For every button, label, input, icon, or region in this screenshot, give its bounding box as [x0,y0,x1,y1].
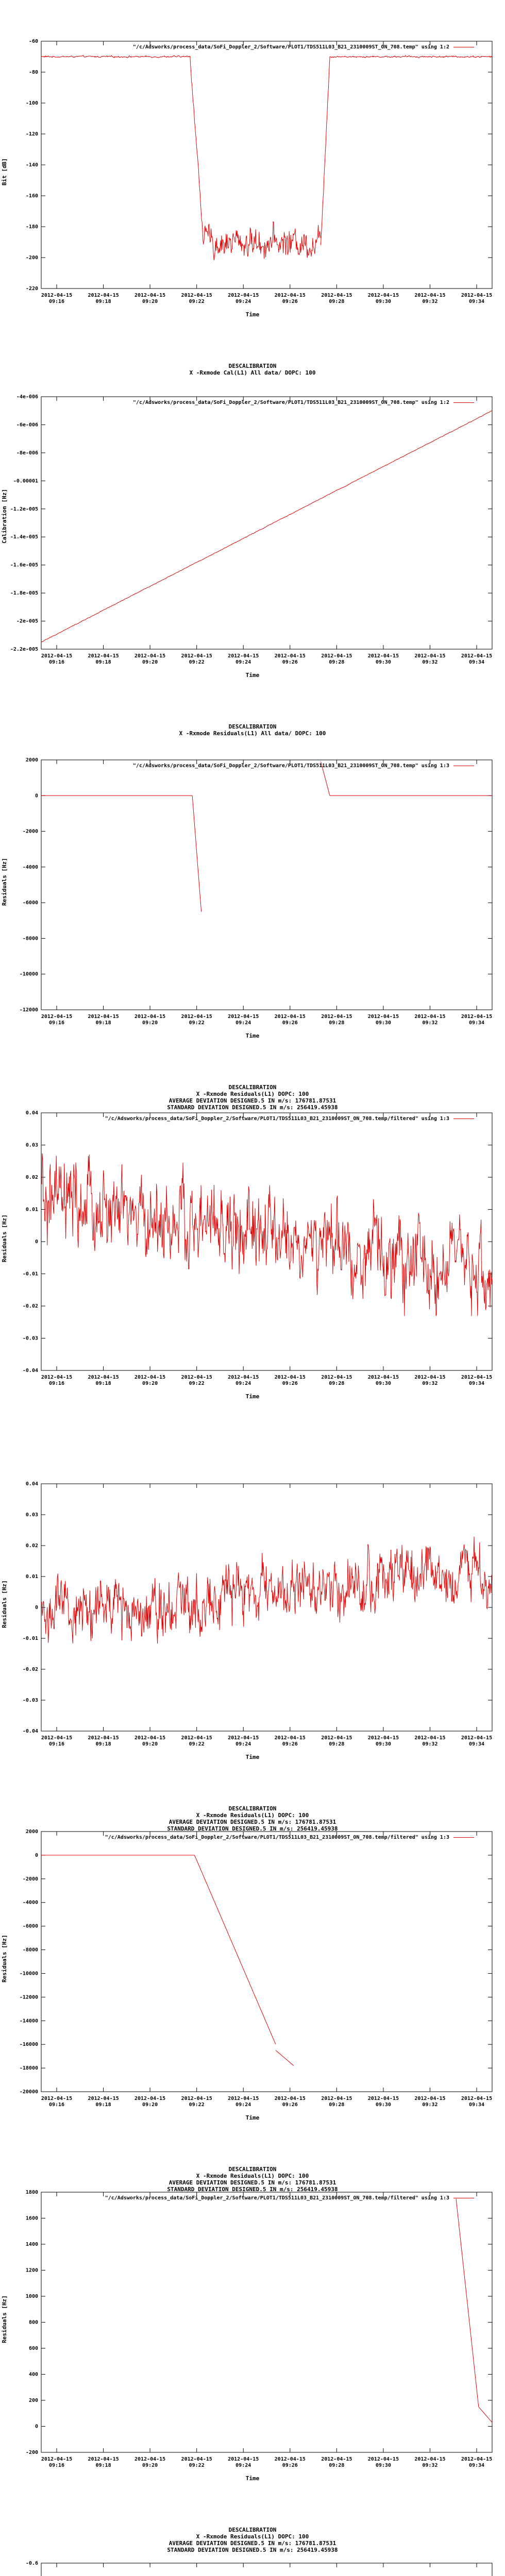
series-line [41,1537,492,1644]
chart-title-line: AVERAGE DEVIATION DESIGNED.5 IN m/s: 176781.87531 [169,2540,336,2547]
chart-panel-5 [0,1443,505,1803]
x-axis-label: Time [245,2114,260,2121]
y-tick-label: -120 [25,131,38,137]
y-tick-label: 600 [28,2346,38,2351]
x-tick-label: 2012-04-15 09:18 [88,293,119,304]
x-tick-label: 2012-04-15 09:28 [321,2096,352,2108]
y-tick-label: -200 [25,255,38,261]
chart-title-line: X -Rxmode Cal(L1) All data/ DOPC: 100 [189,369,316,376]
y-tick-label: -2000 [22,828,38,835]
x-tick-label: 2012-04-15 09:28 [321,1375,352,1386]
chart-title-line: STANDARD DEVIATION DESIGNED.5 IN m/s: 256419.45938 [167,1825,338,1832]
x-axis-label: Time [245,1754,260,1760]
y-tick-label: -6000 [22,900,38,906]
chart-plot-svg [0,1082,505,1443]
x-axis-label: Time [245,2475,260,2482]
y-axis-label: Residuals [Hz] [1,1580,8,1628]
y-tick-label: -0.00001 [13,478,38,484]
x-tick-label: 2012-04-15 09:20 [134,293,166,304]
x-tick-label: 2012-04-15 09:24 [228,1014,259,1026]
x-tick-label: 2012-04-15 09:22 [181,2456,212,2468]
y-tick-label: 0.03 [25,1142,38,1148]
chart-panel-3 [0,721,505,1082]
series-line [204,222,321,260]
x-tick-label: 2012-04-15 09:34 [461,1014,493,1026]
legend-label: "/c/Adsworks/process_data/SoFi_Doppler_2/Software/PLOT1/TDS511L03_B21_2310009ST_ON_708.temp" using 1:3 [132,763,449,769]
y-tick-label: -2e-005 [16,618,38,624]
x-tick-label: 2012-04-15 09:32 [414,1014,446,1026]
x-tick-label: 2012-04-15 09:24 [228,293,259,304]
chart-plot-svg [0,1443,505,1803]
y-tick-label: -200 [25,2450,38,2455]
x-tick-label: 2012-04-15 09:34 [461,1735,493,1747]
x-tick-label: 2012-04-15 09:34 [461,653,493,665]
x-tick-label: 2012-04-15 09:22 [181,1014,212,1026]
x-tick-label: 2012-04-15 09:18 [88,2456,119,2468]
series-line [456,2199,479,2407]
chart-panel-6 [0,1803,505,2164]
x-tick-label: 2012-04-15 09:22 [181,1735,212,1747]
x-tick-label: 2012-04-15 09:24 [228,2096,259,2108]
y-tick-label: 0.01 [25,1574,38,1580]
x-tick-label: 2012-04-15 09:30 [367,1735,399,1747]
y-tick-label: 0 [35,1852,38,1858]
y-tick-label: -0.04 [22,1728,38,1734]
x-tick-label: 2012-04-15 09:18 [88,1735,119,1747]
x-tick-label: 2012-04-15 09:20 [134,1014,166,1026]
series-line [321,762,330,796]
x-tick-label: 2012-04-15 09:28 [321,1735,352,1747]
x-tick-label: 2012-04-15 09:32 [414,1735,446,1747]
y-tick-label: -16000 [19,2042,38,2048]
y-axis-label: Residuals [Hz] [1,1934,8,1982]
y-tick-label: 1400 [25,2242,38,2247]
x-tick-label: 2012-04-15 09:20 [134,1735,166,1747]
series-line [190,56,204,245]
chart-title-line: STANDARD DEVIATION DESIGNED.5 IN m/s: 256419.45938 [167,1104,338,1111]
legend-label: "/c/Adsworks/process_data/SoFi_Doppler_2/Software/PLOT1/TDS511L03_B21_2310009ST_ON_708.temp" using 1:2 [132,44,449,50]
y-tick-label: -1.4e-005 [10,534,38,540]
x-tick-label: 2012-04-15 09:16 [41,1014,73,1026]
y-tick-label: -12000 [19,1994,38,2001]
x-tick-label: 2012-04-15 09:30 [367,1375,399,1386]
y-tick-label: -0.01 [22,1636,38,1641]
x-tick-label: 2012-04-15 09:32 [414,2456,446,2468]
x-tick-label: 2012-04-15 09:18 [88,1014,119,1026]
x-tick-label: 2012-04-15 09:20 [134,2096,166,2108]
series-line [276,2050,294,2066]
series-line [330,56,492,58]
y-tick-label: 0.04 [25,1110,38,1116]
chart-title-line: DESCALIBRATION [228,2166,277,2173]
series-line [479,2407,492,2422]
plot-frame [41,2563,492,2576]
chart-title-line: DESCALIBRATION [228,2527,277,2533]
x-tick-label: 2012-04-15 09:32 [414,2096,446,2108]
x-tick-label: 2012-04-15 09:24 [228,2456,259,2468]
y-tick-label: -60 [28,39,38,44]
y-tick-label: 0.04 [25,1481,38,1487]
x-tick-label: 2012-04-15 09:32 [414,1375,446,1386]
series-line [41,55,190,58]
x-tick-label: 2012-04-15 09:34 [461,2096,493,2108]
legend-label: "/c/Adsworks/process_data/SoFi_Doppler_2/Software/PLOT1/TDS511L03_B21_2310009ST_ON_708.temp/filtered" using 1:3 [105,1835,449,1840]
x-tick-label: 2012-04-15 09:22 [181,653,212,665]
chart-title-line: X -Rxmode Residuals(L1) All data/ DOPC: 100 [179,730,326,737]
series-line [41,411,492,642]
y-tick-label: 0.02 [25,1543,38,1549]
x-tick-label: 2012-04-15 09:28 [321,293,352,304]
x-tick-label: 2012-04-15 09:26 [274,2456,306,2468]
x-tick-label: 2012-04-15 09:22 [181,1375,212,1386]
y-tick-label: -1.2e-005 [10,506,38,512]
y-tick-label: -220 [25,286,38,292]
chart-title-line: DESCALIBRATION [228,363,277,369]
plot-frame [41,397,492,649]
y-tick-label: -4e-006 [16,394,38,400]
y-tick-label: -8e-006 [16,450,38,456]
x-tick-label: 2012-04-15 09:24 [228,653,259,665]
y-tick-label: 0 [35,1239,38,1245]
x-tick-label: 2012-04-15 09:24 [228,1375,259,1386]
y-tick-label: -1.6e-005 [10,562,38,568]
x-tick-label: 2012-04-15 09:34 [461,293,493,304]
y-axis-label: Bit [dB] [1,158,8,185]
x-axis-label: Time [245,672,260,679]
x-tick-label: 2012-04-15 09:30 [367,1014,399,1026]
y-tick-label: -180 [25,224,38,230]
y-tick-label: -0.03 [22,1335,38,1342]
y-tick-label: 0.02 [25,1175,38,1180]
series-line [195,1855,276,2044]
chart-panel-1 [0,0,505,361]
plot-frame [41,1484,492,1731]
x-tick-label: 2012-04-15 09:16 [41,2096,73,2108]
x-axis-label: Time [245,1393,260,1400]
chart-plot-svg [0,2524,505,2576]
chart-title-line: AVERAGE DEVIATION DESIGNED.5 IN m/s: 176781.87531 [169,1819,336,1825]
chart-title-line: X -Rxmode Residuals(L1) DOPC: 100 [196,1091,309,1097]
y-tick-label: 1200 [25,2267,38,2274]
y-tick-label: -1.8e-005 [10,590,38,597]
x-tick-label: 2012-04-15 09:16 [41,1375,73,1386]
y-tick-label: 0 [35,793,38,799]
x-tick-label: 2012-04-15 09:26 [274,653,306,665]
x-tick-label: 2012-04-15 09:34 [461,1375,493,1386]
chart-title-line: X -Rxmode Residuals(L1) DOPC: 100 [196,1812,309,1819]
x-tick-label: 2012-04-15 09:16 [41,653,73,665]
x-tick-label: 2012-04-15 09:20 [134,1375,166,1386]
x-tick-label: 2012-04-15 09:16 [41,2456,73,2468]
x-tick-label: 2012-04-15 09:26 [274,2096,306,2108]
y-tick-label: 400 [28,2371,38,2378]
chart-title-line: DESCALIBRATION [228,1805,277,1812]
y-tick-label: 1600 [25,2215,38,2222]
chart-plot-svg [0,0,505,361]
y-axis-label: Calibration [Hz] [1,489,8,544]
legend-label: "/c/Adsworks/process_data/SoFi_Doppler_2/Software/PLOT1/TDS511L03_B21_2310009ST_ON_708.temp" using 1:2 [132,400,449,405]
y-tick-label: -100 [25,100,38,106]
plot-frame [41,41,492,289]
x-axis-label: Time [245,1032,260,1039]
x-tick-label: 2012-04-15 09:28 [321,653,352,665]
y-tick-label: 200 [28,2398,38,2403]
chart-title-line: X -Rxmode Residuals(L1) DOPC: 100 [196,2173,309,2179]
x-tick-label: 2012-04-15 09:16 [41,1735,73,1747]
x-tick-label: 2012-04-15 09:16 [41,293,73,304]
chart-title-line: STANDARD DEVIATION DESIGNED.5 IN m/s: 256419.45938 [167,2547,338,2553]
chart-plot-svg [0,361,505,721]
x-tick-label: 2012-04-15 09:24 [228,1735,259,1747]
x-tick-label: 2012-04-15 09:18 [88,1375,119,1386]
y-tick-label: -0.02 [22,1667,38,1672]
y-axis-label: Residuals [Hz] [1,1214,8,1262]
chart-title-line: AVERAGE DEVIATION DESIGNED.5 IN m/s: 176781.87531 [169,2179,336,2186]
y-tick-label: -8000 [22,1947,38,1953]
y-tick-label: -10000 [19,971,38,977]
y-tick-label: 2000 [25,757,38,763]
series-line [41,1154,492,1316]
x-tick-label: 2012-04-15 09:26 [274,1375,306,1386]
x-tick-label: 2012-04-15 09:22 [181,2096,212,2108]
y-tick-label: -160 [25,193,38,199]
y-tick-label: -6000 [22,1923,38,1929]
y-axis-label: Residuals [Hz] [1,2295,8,2343]
x-tick-label: 2012-04-15 09:32 [414,293,446,304]
chart-title-line: X -Rxmode Residuals(L1) DOPC: 100 [196,2533,309,2540]
x-tick-label: 2012-04-15 09:22 [181,293,212,304]
y-axis-label: Residuals [Hz] [1,857,8,906]
y-tick-label: -4000 [22,1900,38,1906]
x-tick-label: 2012-04-15 09:26 [274,1735,306,1747]
x-tick-label: 2012-04-15 09:26 [274,293,306,304]
legend-label: "/c/Adsworks/process_data/SoFi_Doppler_2/Software/PLOT1/TDS511L03_B21_2310009ST_ON_708.temp/filtered" using 1:3 [105,2195,449,2201]
y-tick-label: -14000 [19,2018,38,2024]
x-tick-label: 2012-04-15 09:20 [134,653,166,665]
y-tick-label: -0.04 [22,1368,38,1374]
x-tick-label: 2012-04-15 09:30 [367,2096,399,2108]
y-tick-label: -0.01 [22,1271,38,1277]
x-tick-label: 2012-04-15 09:28 [321,1014,352,1026]
y-tick-label: 0 [35,1605,38,1611]
x-axis-label: Time [245,311,260,318]
x-tick-label: 2012-04-15 09:18 [88,653,119,665]
x-tick-label: 2012-04-15 09:30 [367,653,399,665]
series-line [192,795,201,911]
x-tick-label: 2012-04-15 09:30 [367,293,399,304]
chart-panel-2 [0,361,505,721]
y-tick-label: -10000 [19,1971,38,1977]
series-line [321,57,330,245]
y-tick-label: -140 [25,162,38,168]
y-tick-label: 800 [28,2319,38,2326]
y-tick-label: -2000 [22,1876,38,1882]
plot-frame [41,1832,492,2092]
chart-plot-svg [0,1803,505,2164]
y-tick-label: 1000 [25,2294,38,2299]
y-tick-label: -0.03 [22,1698,38,1703]
x-tick-label: 2012-04-15 09:20 [134,2456,166,2468]
y-tick-label: -80 [28,70,38,75]
y-tick-label: -0.02 [22,1303,38,1309]
plot-frame [41,2192,492,2452]
chart-plot-svg [0,721,505,1082]
y-tick-label: -18000 [19,2065,38,2072]
chart-title-line: DESCALIBRATION [228,723,277,730]
y-tick-label: 1800 [25,2190,38,2195]
x-tick-label: 2012-04-15 09:28 [321,2456,352,2468]
y-tick-label: -0.6 [25,2561,38,2566]
y-tick-label: -4000 [22,864,38,870]
y-tick-label: -2.2e-005 [10,647,38,652]
x-tick-label: 2012-04-15 09:30 [367,2456,399,2468]
chart-title-line: AVERAGE DEVIATION DESIGNED.5 IN m/s: 176781.87531 [169,1097,336,1104]
y-tick-label: 2000 [25,1829,38,1835]
y-tick-label: -8000 [22,936,38,942]
chart-plot-svg [0,2164,505,2524]
x-tick-label: 2012-04-15 09:26 [274,1014,306,1026]
y-tick-label: 0.01 [25,1207,38,1213]
chart-panel-8 [0,2524,505,2576]
y-tick-label: -6e-006 [16,422,38,428]
x-tick-label: 2012-04-15 09:32 [414,653,446,665]
y-tick-label: 0.03 [25,1512,38,1518]
y-tick-label: -12000 [19,1007,38,1013]
legend-label: "/c/Adsworks/process_data/SoFi_Doppler_2/Software/PLOT1/TDS511L03_B21_2310009ST_ON_708.temp/filtered" using 1:3 [105,1116,449,1122]
chart-panel-4 [0,1082,505,1443]
y-tick-label: -20000 [19,2089,38,2095]
x-tick-label: 2012-04-15 09:18 [88,2096,119,2108]
chart-title-line: DESCALIBRATION [228,1084,277,1091]
x-tick-label: 2012-04-15 09:34 [461,2456,493,2468]
chart-panel-7 [0,2164,505,2524]
plot-frame [41,760,492,1010]
chart-title-line: STANDARD DEVIATION DESIGNED.5 IN m/s: 256419.45938 [167,2186,338,2193]
y-tick-label: 0 [35,2424,38,2430]
